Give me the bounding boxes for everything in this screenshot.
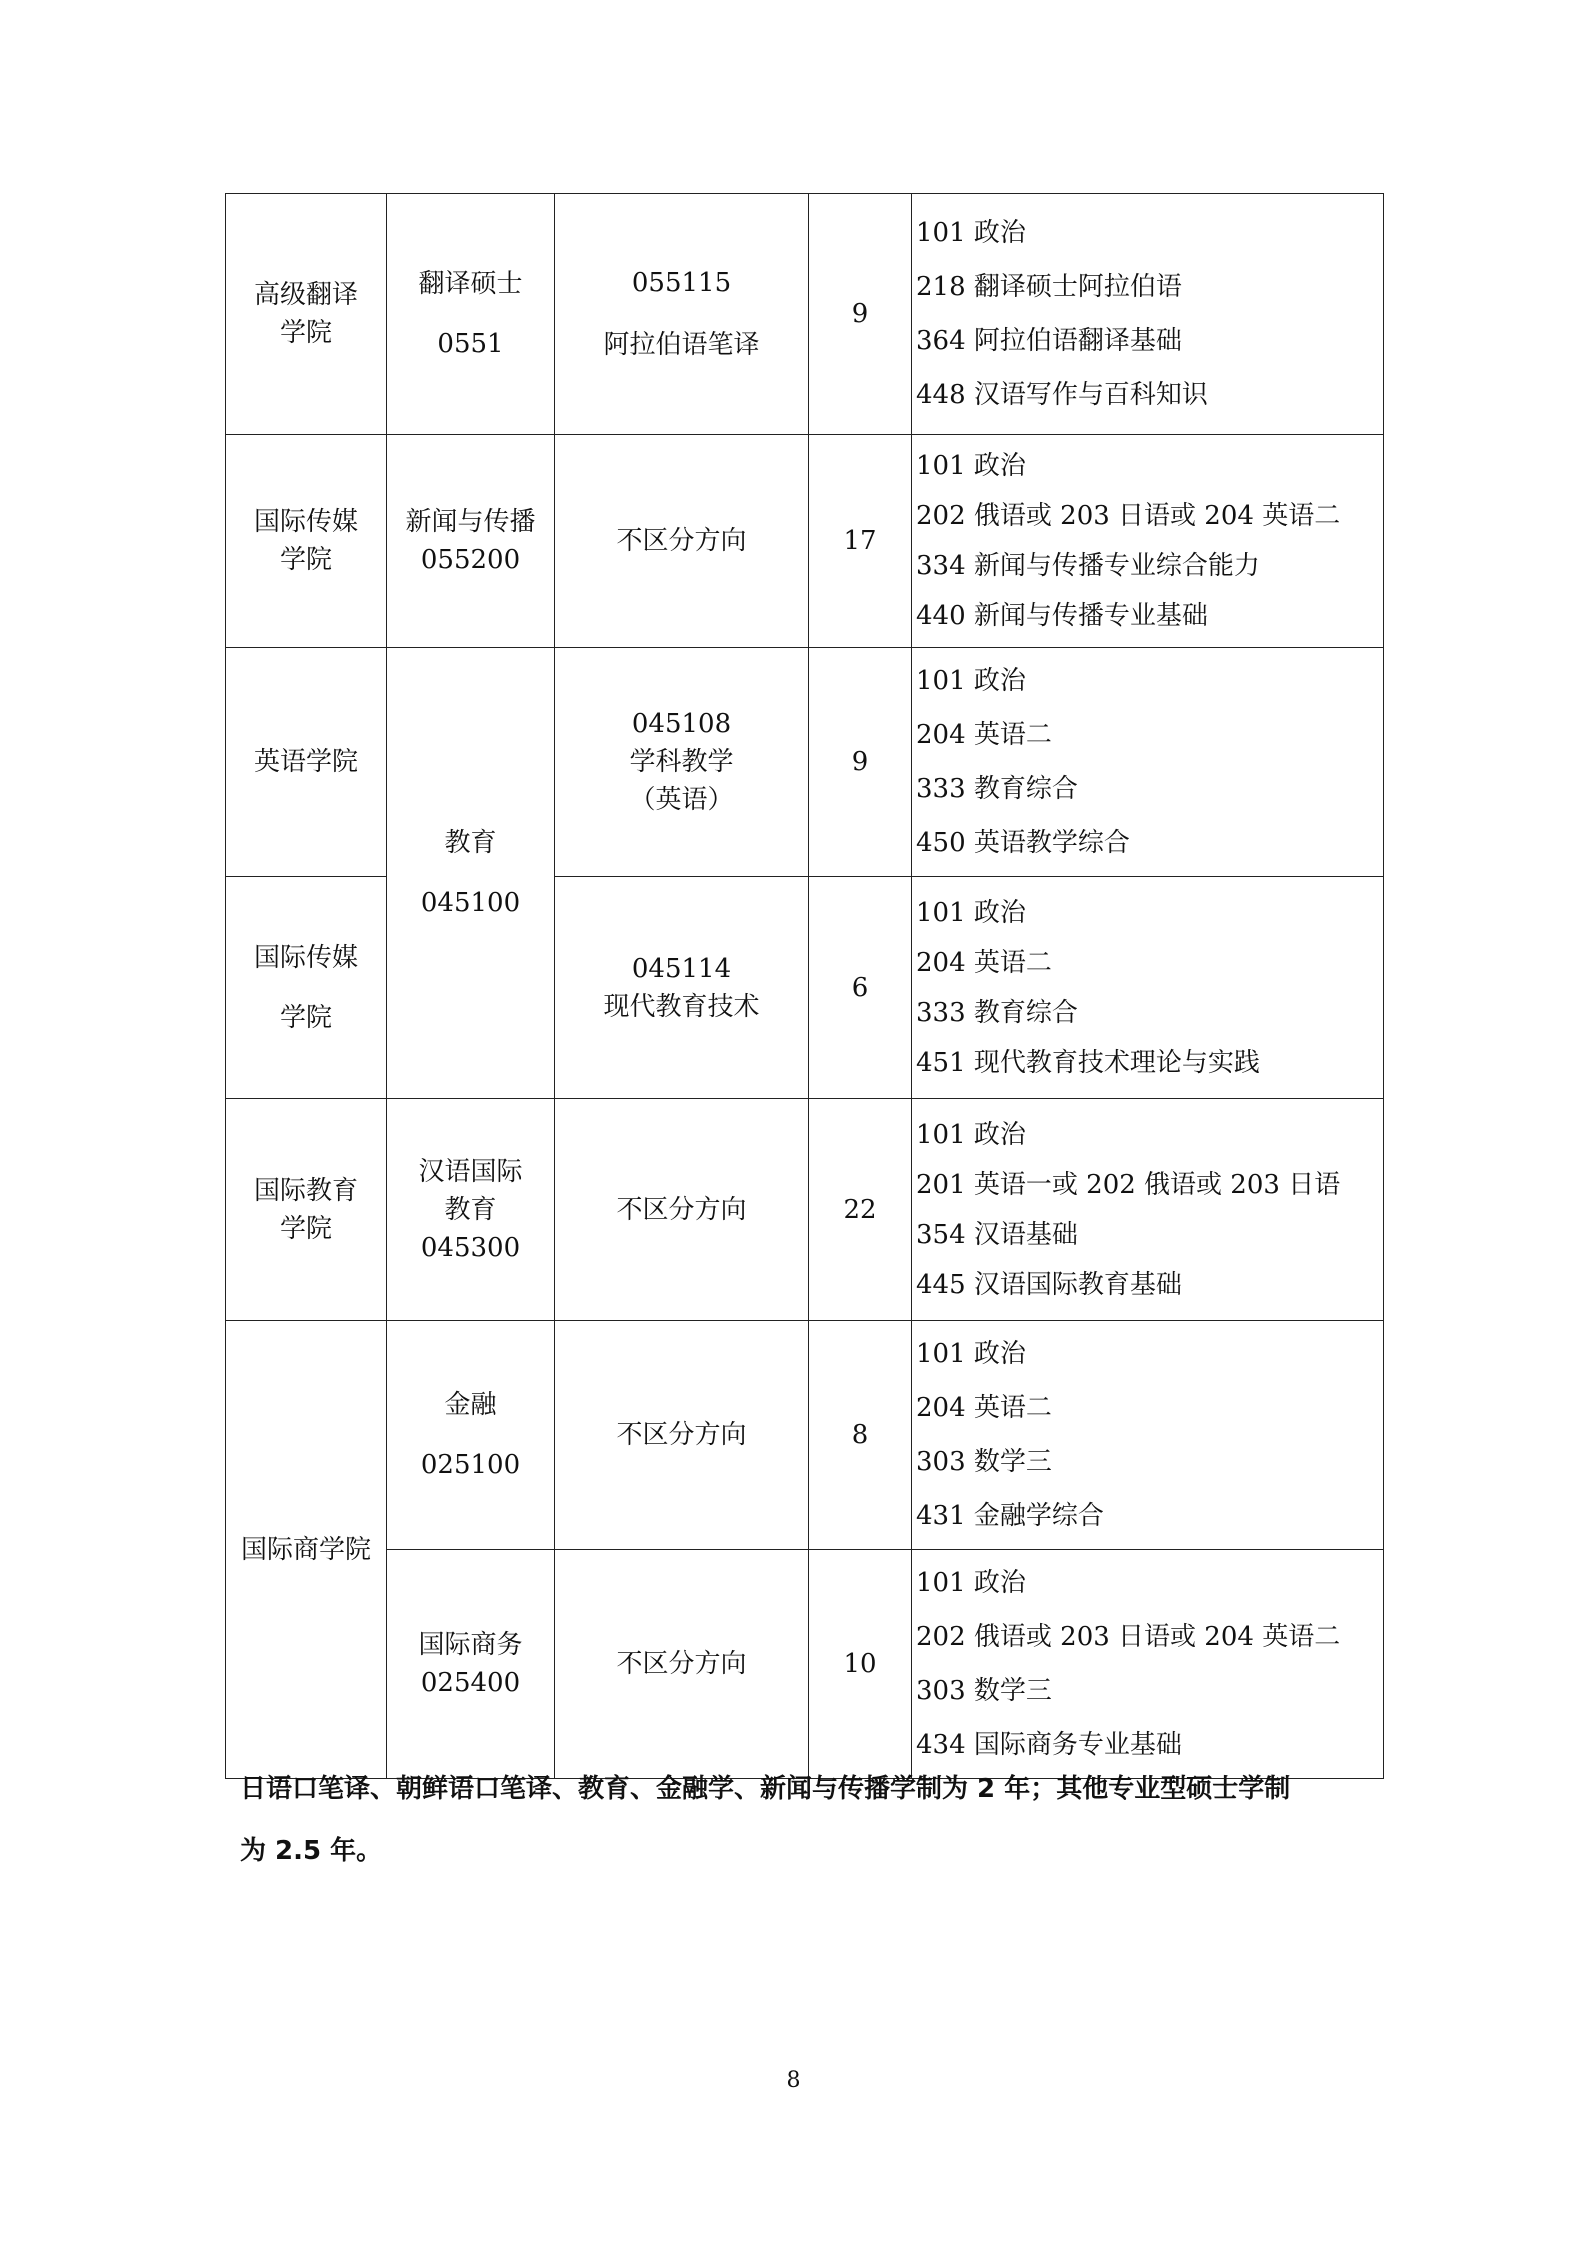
- quota-cell: 9: [809, 648, 912, 877]
- quota-cell: 10: [809, 1550, 912, 1779]
- college-cell: 英语学院: [226, 648, 387, 877]
- college-cell: 国际传媒 学院: [226, 435, 387, 648]
- direction-cell: 055115 阿拉伯语笔译: [555, 194, 809, 435]
- table-row: [226, 194, 1384, 435]
- major-cell: 国际商务 025400: [387, 1550, 555, 1779]
- subjects-cell: 101 政治 204 英语二 333 教育综合 451 现代教育技术理论与实践: [912, 877, 1384, 1099]
- quota-cell: 22: [809, 1099, 912, 1321]
- table-row: [226, 648, 1384, 877]
- program-duration-note: [240, 1758, 1390, 1882]
- college-cell: 国际传媒 学院: [226, 877, 387, 1099]
- direction-cell: 不区分方向: [555, 1321, 809, 1550]
- subjects-cell: 101 政治 201 英语一或 202 俄语或 203 日语 354 汉语基础 445 汉语国际教育基础: [912, 1099, 1384, 1321]
- subjects-cell: 101 政治 218 翻译硕士阿拉伯语 364 阿拉伯语翻译基础 448 汉语写作与百科知识: [912, 194, 1384, 435]
- note-line: 日语口笔译、朝鲜语口笔译、教育、金融学、新闻与传播学制为 2 年；其他专业型硕士学制: [240, 1774, 1291, 1804]
- table-row: [226, 435, 1384, 648]
- major-cell: 教育 045100: [387, 648, 555, 1099]
- page-number: 8: [786, 2068, 801, 2093]
- enrollment-table: [225, 193, 1384, 1779]
- quota-cell: 17: [809, 435, 912, 648]
- subjects-cell: 101 政治 204 英语二 303 数学三 431 金融学综合: [912, 1321, 1384, 1550]
- subjects-cell: 101 政治 202 俄语或 203 日语或 204 英语二 334 新闻与传播专业综合能力 440 新闻与传播专业基础: [912, 435, 1384, 648]
- college-cell: 国际商学院: [226, 1321, 387, 1779]
- quota-cell: 9: [809, 194, 912, 435]
- table-row: [226, 1099, 1384, 1321]
- quota-cell: 8: [809, 1321, 912, 1550]
- direction-cell: 不区分方向: [555, 1550, 809, 1779]
- major-cell: 翻译硕士 0551: [387, 194, 555, 435]
- note-line: 为 2.5 年。: [240, 1836, 383, 1866]
- major-cell: 汉语国际 教育 045300: [387, 1099, 555, 1321]
- quota-cell: 6: [809, 877, 912, 1099]
- major-cell: 金融 025100: [387, 1321, 555, 1550]
- subjects-cell: 101 政治 204 英语二 333 教育综合 450 英语教学综合: [912, 648, 1384, 877]
- direction-cell: 045108 学科教学 （英语）: [555, 648, 809, 877]
- college-cell: 高级翻译 学院: [226, 194, 387, 435]
- direction-cell: 045114 现代教育技术: [555, 877, 809, 1099]
- subjects-cell: 101 政治 202 俄语或 203 日语或 204 英语二 303 数学三 434 国际商务专业基础: [912, 1550, 1384, 1779]
- direction-cell: 不区分方向: [555, 435, 809, 648]
- direction-cell: 不区分方向: [555, 1099, 809, 1321]
- college-cell: 国际教育 学院: [226, 1099, 387, 1321]
- table-row: [226, 1321, 1384, 1550]
- table-row: [226, 1550, 1384, 1779]
- major-cell: 新闻与传播 055200: [387, 435, 555, 648]
